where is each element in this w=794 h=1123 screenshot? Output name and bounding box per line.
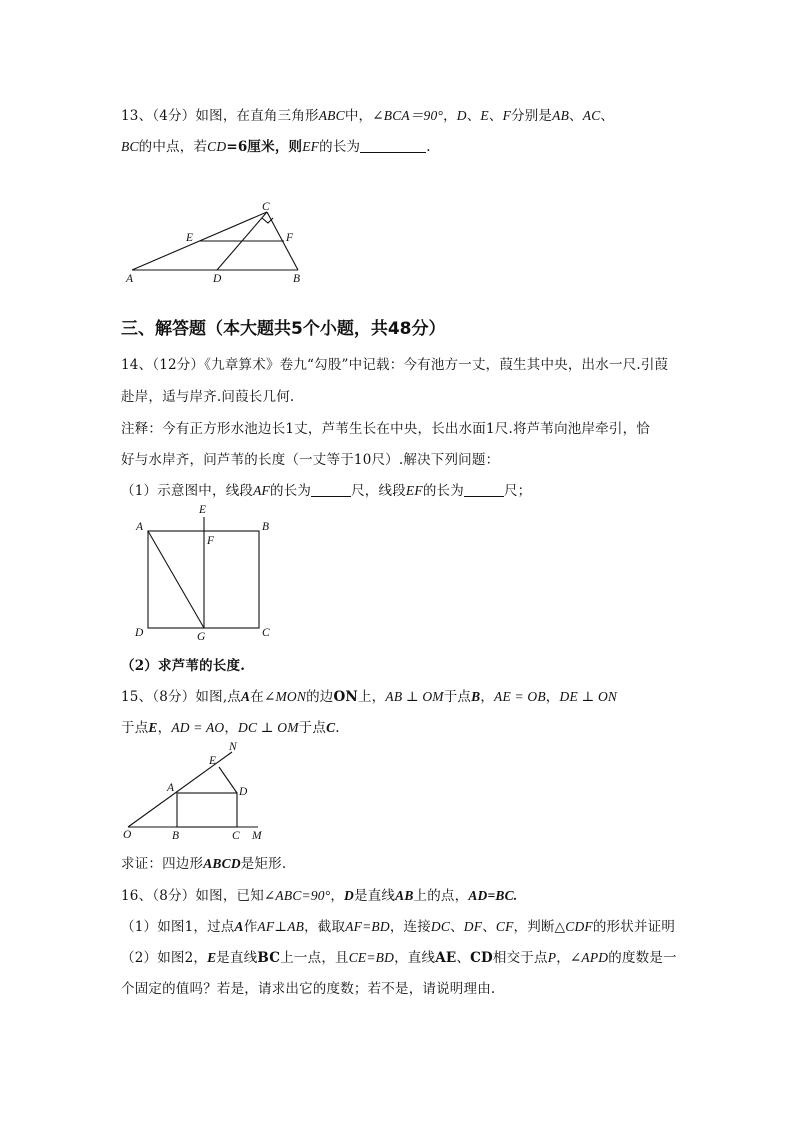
score: （4分）: [152, 108, 196, 124]
text: 上，: [357, 689, 386, 705]
label-a: A: [167, 782, 175, 794]
math-ae: AE: [435, 950, 457, 966]
math-angle-apd: ∠APD: [569, 950, 609, 965]
math-ef: EF: [405, 483, 423, 498]
math-f: F: [502, 108, 512, 123]
math-b: B: [471, 689, 481, 704]
text: 相交于点: [492, 950, 548, 966]
text: 16、（8分）如图，已知: [121, 888, 264, 904]
q16-line-3: [121, 946, 677, 966]
text: ，: [443, 108, 457, 124]
text: 的长为: [270, 483, 312, 499]
q16-line-2: [121, 915, 675, 935]
text: 分别是: [511, 108, 553, 124]
q13-line-1: [121, 104, 614, 124]
q15-line-1: [121, 685, 617, 705]
q14-line-4: 好与水岸齐，问芦苇的长度（一丈等于10尺）.解决下列问题：: [121, 452, 500, 468]
math-ce-eq-bd: CE=BD: [348, 950, 395, 965]
math-ac: AC: [582, 108, 601, 123]
text: 尺；: [503, 483, 532, 499]
math-cd: CD: [470, 950, 493, 966]
text: 求证：四边形: [121, 856, 204, 872]
text: ，: [545, 689, 560, 705]
label-d: D: [213, 273, 222, 285]
math-triangle-cdf: △CDF: [554, 919, 593, 934]
text: 、: [466, 108, 481, 124]
math-cd: CD: [207, 139, 227, 154]
label-b: B: [262, 521, 270, 533]
answer-blank[interactable]: [360, 139, 426, 153]
math-angle-abc: ∠ABC=90°: [263, 888, 331, 903]
text: 尺，线段: [351, 483, 406, 499]
math-angle: ∠BCA＝90°: [372, 108, 444, 123]
text: （2）如图2，: [121, 950, 208, 966]
text: （1）如图1，过点: [121, 919, 235, 935]
math-d: D: [344, 888, 354, 903]
label-m: M: [252, 830, 262, 842]
q13-line-2: [121, 135, 431, 155]
math-a: A: [241, 689, 251, 704]
math-ae-eq-ob: AE = OB: [494, 689, 546, 704]
q13-triangle-figure: [118, 200, 318, 290]
label-c: C: [262, 627, 270, 639]
q16-line-1: [121, 884, 517, 904]
math-abcd: ABCD: [203, 856, 241, 871]
text: ，截取: [304, 919, 346, 935]
math-de-perp-on: DE ⊥ ON: [559, 689, 618, 704]
text: 上一点，且: [280, 950, 349, 966]
label-d: D: [135, 627, 144, 639]
label-e: E: [186, 232, 194, 244]
text: ，直线: [394, 950, 436, 966]
math-bc: BC: [121, 139, 139, 154]
math-e: E: [207, 950, 217, 965]
q14-pond-figure: [130, 502, 280, 647]
math-e: E: [148, 720, 158, 735]
label-a: A: [126, 273, 134, 285]
text: 于点: [443, 689, 472, 705]
text: ，判断: [513, 919, 555, 935]
label-b: B: [293, 273, 301, 285]
text: 是直线: [354, 888, 396, 904]
math-ab: AB: [552, 108, 570, 123]
section-heading: 三、解答题（本大题共5个小题，共48分）: [121, 319, 446, 339]
math-dc-perp-om: DC ⊥ OM: [238, 720, 299, 735]
text: ，连接: [389, 919, 431, 935]
math-df: DF: [463, 919, 483, 934]
label-o: O: [123, 829, 132, 841]
text: 、: [569, 108, 583, 124]
text: 于点: [121, 720, 149, 736]
math-on: ON: [333, 689, 358, 705]
text: 中，: [344, 108, 373, 124]
ray-on: [128, 752, 232, 827]
text: 、: [482, 919, 496, 935]
text: 如图，在直角三角形: [195, 108, 319, 124]
q15-conclusion: [121, 852, 286, 872]
math-d: D: [456, 108, 467, 123]
text: 的形状并证明: [592, 919, 676, 935]
label-c: C: [232, 830, 240, 842]
label-g: G: [197, 631, 206, 643]
text: 于点: [298, 720, 327, 736]
text: .: [335, 720, 340, 736]
text: 是直线: [216, 950, 258, 966]
text: 的中点，若: [138, 139, 208, 155]
label-f: F: [286, 232, 294, 244]
answer-blank-ef[interactable]: [464, 483, 504, 497]
math-ef: EF: [302, 139, 320, 154]
q14-part-2: （2）求芦苇的长度.: [121, 658, 246, 674]
label-d: D: [239, 786, 248, 798]
math-ad-eq-bc: AD=BC.: [468, 888, 518, 903]
math-bc: BC: [257, 950, 281, 966]
text: 是矩形.: [240, 856, 287, 872]
text: ，: [330, 888, 345, 904]
label-c: C: [262, 201, 270, 213]
text: 的长为: [422, 483, 464, 499]
math-af-eq-bd: AF=BD: [345, 919, 390, 934]
label-n: N: [229, 741, 237, 753]
math-af: AF: [253, 483, 270, 498]
label-e: E: [209, 755, 217, 767]
text: （1）示意图中，线段: [121, 483, 254, 499]
segment-ag: [148, 531, 204, 628]
text: .: [426, 139, 431, 155]
label-a: A: [136, 521, 144, 533]
question-number: 13、: [121, 108, 153, 124]
math-dc: DC: [430, 919, 451, 934]
q14-line-2: 赴岸，适与岸齐.问葭长几何.: [121, 389, 295, 405]
math-a: A: [234, 919, 244, 934]
q15-line-2: [121, 716, 340, 736]
text: 、: [488, 108, 503, 124]
label-e: E: [199, 504, 207, 516]
label-b: B: [172, 830, 180, 842]
text: 在: [250, 689, 264, 705]
q15-rectangle-figure: [118, 740, 278, 845]
text: ，: [556, 950, 570, 966]
math-ab-perp-om: AB ⊥ OM: [385, 689, 444, 704]
math-c: C: [326, 720, 336, 735]
q14-part-1: [121, 479, 531, 499]
math-cf: CF: [495, 919, 514, 934]
q14-line-3: 注释：今有正方形水池边长1丈，芦苇生长在中央，长出水面1尺.将芦苇向池岸牵引，恰: [121, 421, 650, 437]
text: 的度数是一: [608, 950, 677, 966]
math-angle-mon: ∠MON: [263, 689, 307, 704]
text: 、: [450, 919, 464, 935]
rectangle-abcd: [177, 793, 237, 827]
text: ，: [480, 689, 495, 705]
text: ，: [224, 720, 239, 736]
segment-de: [219, 767, 237, 793]
text: 、: [456, 950, 471, 966]
text: 的边: [306, 689, 334, 705]
text: 的长为: [319, 139, 361, 155]
math-af-perp-ab: AF⊥AB: [257, 919, 305, 934]
text: 15、（8分）如图,点: [121, 689, 242, 705]
answer-blank-af[interactable]: [311, 483, 351, 497]
q14-line-1: 14、（12分）《九章算术》卷九“勾股”中记载：今有池方一丈，葭生其中央，出水一尺.引葭: [121, 357, 669, 373]
text: 、: [600, 108, 615, 124]
q16-line-4: 个固定的值吗？若是，请求出它的度数；若不是，请说明理由.: [121, 981, 496, 997]
math-abc: ABC: [318, 108, 345, 123]
math-ab: AB: [395, 888, 414, 903]
text: 上的点，: [413, 888, 469, 904]
text: =6厘米，则: [226, 139, 303, 155]
math-e: E: [480, 108, 489, 123]
text: ，: [157, 720, 172, 736]
math-p: P: [547, 950, 557, 965]
label-f: F: [207, 535, 215, 547]
math-ad-eq-ao: AD = AO: [171, 720, 225, 735]
text: 作: [243, 919, 258, 935]
